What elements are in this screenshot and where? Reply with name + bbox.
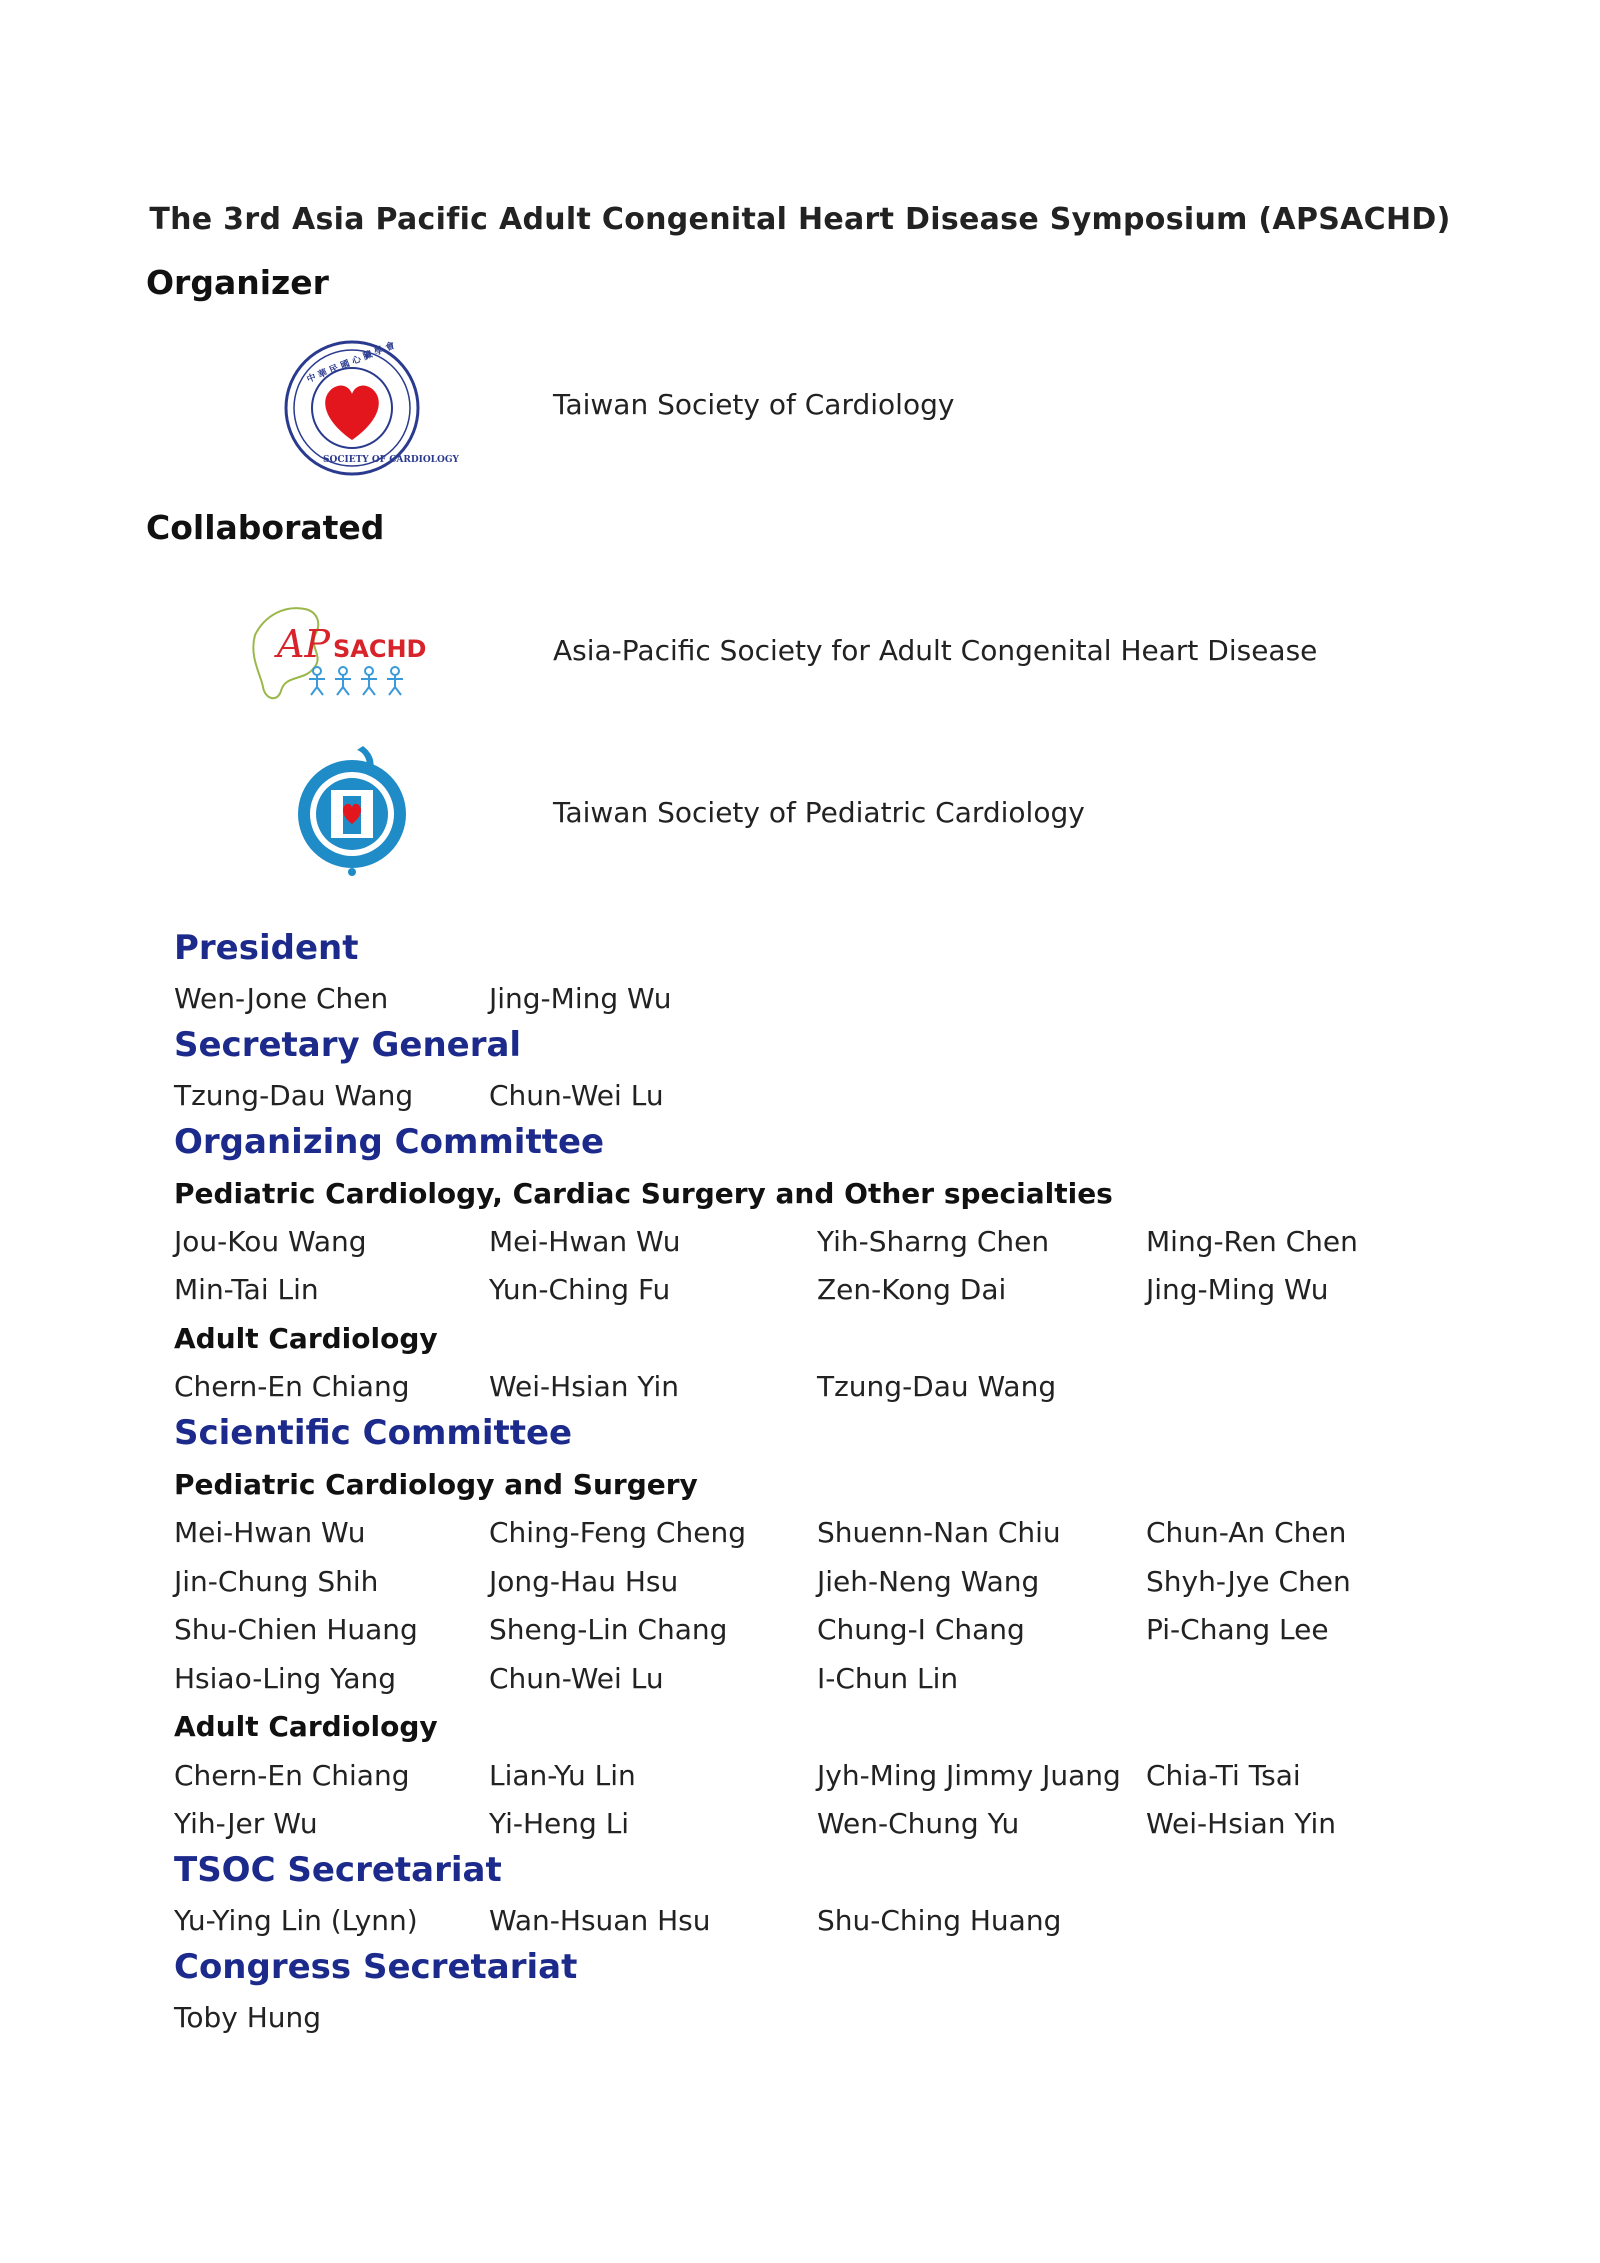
committee-member: Wen-Chung Yu	[817, 1807, 1020, 1840]
committee-member: Jou-Kou Wang	[174, 1225, 367, 1258]
apsachd-logo	[245, 595, 430, 710]
committee-member: Wei-Hsian Yin	[1146, 1807, 1337, 1840]
committee-member: Min-Tai Lin	[174, 1273, 319, 1306]
secretariat-member: Shu-Ching Huang	[817, 1904, 1062, 1937]
committee-member: Ching-Feng Cheng	[489, 1516, 746, 1549]
committee-member: Ming-Ren Chen	[1146, 1225, 1358, 1258]
organizing-committee-heading: Organizing Committee	[174, 1122, 605, 1162]
organizer-heading: Organizer	[146, 263, 329, 302]
secretariat-member: Wan-Hsuan Hsu	[489, 1904, 711, 1937]
committee-member: Jieh-Neng Wang	[817, 1565, 1040, 1598]
committee-member: Tzung-Dau Wang	[817, 1370, 1057, 1403]
committee-member: Yi-Heng Li	[489, 1807, 630, 1840]
committee-member: Chun-An Chen	[1146, 1516, 1347, 1549]
president-heading: President	[174, 928, 359, 968]
committee-member: Chia-Ti Tsai	[1146, 1759, 1301, 1792]
congress-secretariat-heading: Congress Secretariat	[174, 1947, 578, 1987]
president-name: Jing-Ming Wu	[489, 982, 672, 1015]
tsoc-logo	[283, 340, 459, 476]
committee-member: Yih-Jer Wu	[174, 1807, 318, 1840]
committee-member: Zen-Kong Dai	[817, 1273, 1007, 1306]
organizer-org-name: Taiwan Society of Cardiology	[553, 388, 955, 421]
collaborated-heading: Collaborated	[146, 508, 385, 547]
organizing-subheading-adult: Adult Cardiology	[174, 1322, 438, 1355]
scientific-subheading-pediatric: Pediatric Cardiology and Surgery	[174, 1468, 698, 1501]
secretariat-member: Toby Hung	[174, 2001, 322, 2034]
committee-member: Jing-Ming Wu	[1146, 1273, 1329, 1306]
committee-member: Mei-Hwan Wu	[489, 1225, 681, 1258]
committee-member: Chern-En Chiang	[174, 1759, 410, 1792]
tspc-logo	[295, 742, 410, 877]
committee-member: Yun-Ching Fu	[489, 1273, 671, 1306]
committee-member: Hsiao-Ling Yang	[174, 1662, 397, 1695]
secretary-general-name: Chun-Wei Lu	[489, 1079, 664, 1112]
collab-org-name-1: Asia-Pacific Society for Adult Congenital Heart Disease	[553, 634, 1318, 667]
committee-member: Chern-En Chiang	[174, 1370, 410, 1403]
svg-text:SACHD: SACHD	[333, 635, 427, 663]
organizing-subheading-pediatric: Pediatric Cardiology, Cardiac Surgery and Other specialties	[174, 1177, 1113, 1210]
committee-member: Yih-Sharng Chen	[817, 1225, 1050, 1258]
committee-member: I-Chun Lin	[817, 1662, 959, 1695]
collab-org-name-2: Taiwan Society of Pediatric Cardiology	[553, 796, 1085, 829]
committee-member: Jin-Chung Shih	[174, 1565, 379, 1598]
committee-member: Wei-Hsian Yin	[489, 1370, 680, 1403]
committee-member: Chung-I Chang	[817, 1613, 1025, 1646]
tsoc-secretariat-heading: TSOC Secretariat	[174, 1850, 502, 1890]
committee-member: Sheng-Lin Chang	[489, 1613, 728, 1646]
committee-member: Chun-Wei Lu	[489, 1662, 664, 1695]
committee-member: Shuenn-Nan Chiu	[817, 1516, 1061, 1549]
president-name: Wen-Jone Chen	[174, 982, 389, 1015]
secretary-general-heading: Secretary General	[174, 1025, 522, 1065]
secretary-general-name: Tzung-Dau Wang	[174, 1079, 414, 1112]
secretariat-member: Yu-Ying Lin (Lynn)	[174, 1904, 418, 1937]
committee-member: Pi-Chang Lee	[1146, 1613, 1329, 1646]
committee-member: Jyh-Ming Jimmy Juang	[817, 1759, 1121, 1792]
svg-text:SOCIETY OF CARDIOLOGY: SOCIETY OF CARDIOLOGY	[323, 455, 459, 465]
scientific-committee-heading: Scientific Committee	[174, 1413, 573, 1453]
committee-member: Lian-Yu Lin	[489, 1759, 636, 1792]
committee-member: Mei-Hwan Wu	[174, 1516, 366, 1549]
svg-text:AP: AP	[277, 622, 331, 666]
committee-member: Shu-Chien Huang	[174, 1613, 418, 1646]
committee-member: Shyh-Jye Chen	[1146, 1565, 1351, 1598]
scientific-subheading-adult: Adult Cardiology	[174, 1710, 438, 1743]
committee-member: Jong-Hau Hsu	[489, 1565, 679, 1598]
svg-text:中 華 民 國 心 臟 學 會: 中 華 民 國 心 臟 學 會	[305, 340, 397, 386]
document-title: The 3rd Asia Pacific Adult Congenital Heart Disease Symposium (APSACHD)	[149, 202, 1451, 237]
